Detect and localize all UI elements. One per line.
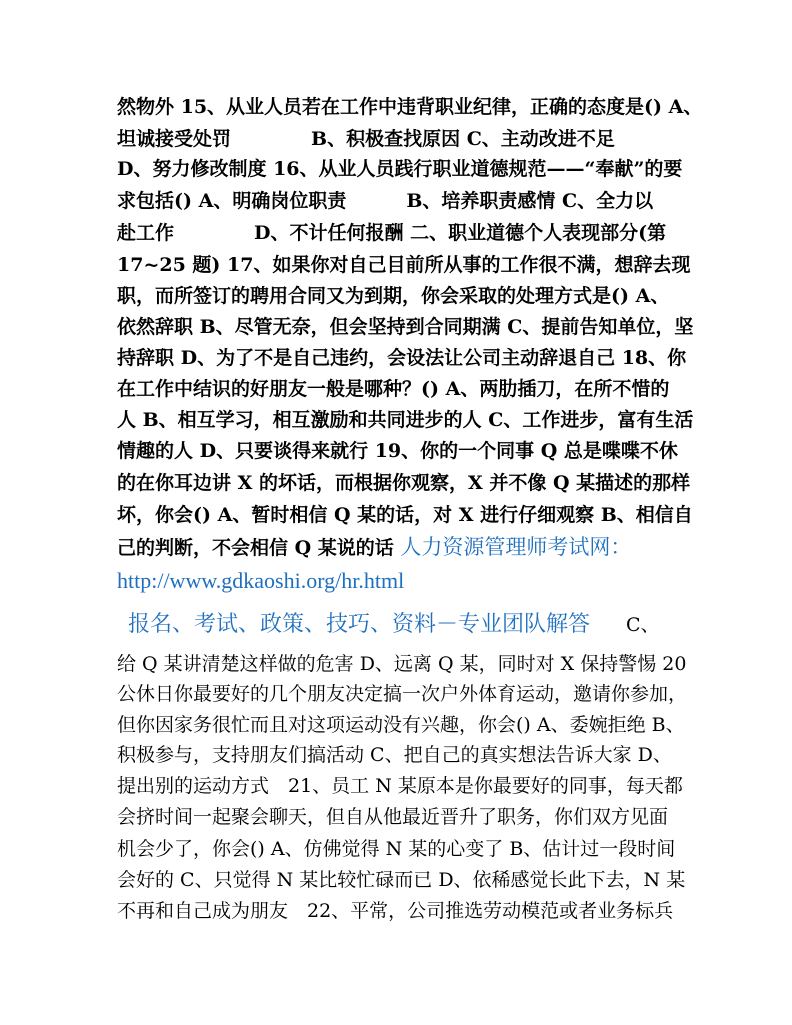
text-segment: C、 [626,614,660,636]
text-segment: B、积极查找原因 C、主动改进不足 [311,128,615,150]
text-line-22: 提出别的运动方式 21、员工 N 某原本是你最要好的同事，每天都 [117,775,683,797]
text-line-1: 然物外 15、从业人员若在工作中违背职业纪律，正确的态度是() A、 [117,96,703,118]
ad-url-link[interactable]: http://www.gdkaoshi.org/hr.html [117,568,405,593]
text-line-2 [117,128,615,150]
text-line-8: 依然辞职 B、尽管无奈，但会坚持到合同期满 C、提前告知单位，坚 [117,316,694,338]
text-line-10: 在工作中结识的好朋友一般是哪种？() A、两肋插刀，在所不惜的 [117,378,670,400]
ad-site-label: 人力资源管理师考试网： [400,535,632,559]
text-line-7: 职，而所签订的聘用合同又为到期，你会采取的处理方式是() A、 [117,285,670,307]
text-line-19: 公休日你最要好的几个朋友决定搞一次户外体育运动，邀请你参加， [117,683,688,705]
text-line-11: 人 B、相互学习，相互激励和共同进步的人 C、工作进步，富有生活 [117,409,694,431]
text-line-25: 会好的 C、只觉得 N 某比较忙碌而已 D、依稀感觉长此下去，N 某 [117,869,686,891]
text-line-18: 给 Q 某讲清楚这样做的危害 D、远离 Q 某，同时对 X 保持警惕 20 [117,653,687,675]
text-line-17 [128,614,660,636]
text-line-13: 的在你耳边讲 X 的坏话，而根据你观察，X 并不像 Q 某描述的那样 [117,472,691,494]
text-line-6: 17~25 题) 17、如果你对自己目前所从事的工作很不满，想辞去现 [117,254,691,276]
text-line-26: 不再和自己成为朋友 22、平常，公司推选劳动模范或者业务标兵 [117,900,674,922]
text-line-4 [117,190,653,212]
text-segment: 坦诚接受处罚 [117,128,232,150]
text-line-15 [117,536,631,559]
text-line-3: D、努力修改制度 16、从业人员践行职业道德规范——“奉献”的要 [117,158,683,180]
text-line-24: 机会少了，你会() A、仿佛觉得 N 某的心变了 B、估计过一段时间 [117,838,676,860]
text-segment: 求包括() A、明确岗位职责 [117,190,347,212]
text-line-20: 但你因家务很忙而且对这项运动没有兴趣，你会() A、委婉拒绝 B、 [117,714,685,736]
text-line-9: 持辞职 D、为了不是自己违约，会设法让公司主动辞退自己 18、你 [117,347,687,369]
text-line-14: 坏，你会() A、暂时相信 Q 某的话，对 X 进行仔细观察 B、相信自 [117,504,693,526]
text-line-12: 情趣的人 D、只要谈得来就行 19、你的一个同事 Q 总是喋喋不休 [117,440,678,462]
ad-slogan: 报名、考试、政策、技巧、资料－专业团队解答 [128,612,591,637]
text-segment: 己的判断，不会相信 Q 某说的话 [117,537,394,559]
text-line-5 [117,222,666,244]
text-segment: 赴工作 [117,222,175,244]
text-segment: B、培养职责感情 C、全力以 [406,190,654,212]
text-segment: D、不计任何报酬 二、职业道德个人表现部分(第 [254,222,667,244]
text-line-23: 会挤时间一起聚会聊天，但自从他最近晋升了职务，你们双方见面 [117,806,669,828]
text-line-21: 积极参与，支持朋友们搞活动 C、把自己的真实想法告诉大家 D、 [117,744,672,766]
